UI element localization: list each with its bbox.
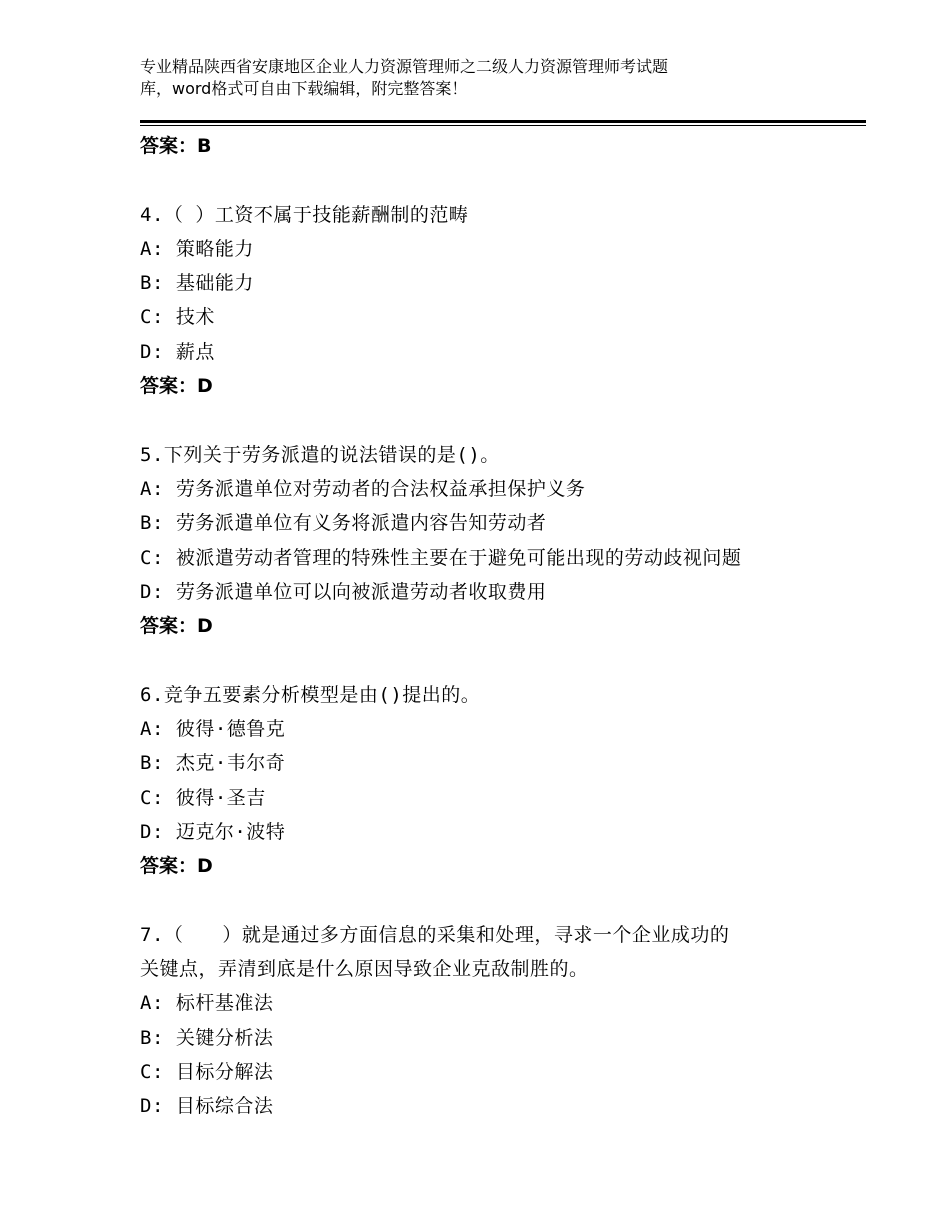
question-block: [140, 198, 840, 404]
option-d: D: 劳务派遣单位可以向被派遣劳动者收取费用: [140, 580, 547, 603]
answer-label: 答案：D: [140, 615, 213, 638]
header-rule-thin: [140, 125, 866, 126]
question-block: [140, 678, 840, 884]
header-rule-thick: [140, 120, 866, 123]
document-header: [140, 56, 840, 100]
question-stem: 6.竞争五要素分析模型是由()提出的。: [140, 683, 481, 706]
answer-label: 答案：D: [140, 855, 213, 878]
option-a: A: 标杆基准法: [140, 992, 274, 1015]
answer-label: 答案：B: [140, 135, 212, 157]
option-d: D: 薪点: [140, 340, 215, 363]
option-c: C: 彼得·圣吉: [140, 786, 266, 809]
question-stem: 4.（ ）工资不属于技能薪酬制的范畴: [140, 203, 469, 226]
option-b: B: 关键分析法: [140, 1026, 274, 1049]
option-a: A: 彼得·德鲁克: [140, 718, 286, 741]
option-c: C: 目标分解法: [140, 1061, 274, 1084]
option-d: D: 目标综合法: [140, 1095, 274, 1118]
header-line-2: 库，word格式可自由下载编辑，附完整答案！: [140, 79, 468, 98]
option-b: B: 基础能力: [140, 272, 254, 295]
option-a: A: 劳务派遣单位对劳动者的合法权益承担保护义务: [140, 477, 586, 500]
option-b: B: 杰克·韦尔奇: [140, 752, 286, 775]
question-stem: 5.下列关于劳务派遣的说法错误的是()。: [140, 443, 500, 466]
question-stem-continued: 关键点，弄清到底是什么原因导致企业克敌制胜的。: [140, 958, 589, 981]
option-c: C: 技术: [140, 306, 215, 329]
question-block: [140, 438, 840, 644]
answer-label: 答案：D: [140, 375, 213, 398]
question-stem: 7.（ ）就是通过多方面信息的采集和处理，寻求一个企业成功的: [140, 923, 730, 946]
option-b: B: 劳务派遣单位有义务将派遣内容告知劳动者: [140, 512, 547, 535]
option-c: C: 被派遣劳动者管理的特殊性主要在于避免可能出现的劳动歧视问题: [140, 546, 742, 569]
option-a: A: 策略能力: [140, 237, 254, 260]
header-line-1: 专业精品陕西省安康地区企业人力资源管理师之二级人力资源管理师考试题: [140, 57, 669, 76]
question-list: [140, 129, 840, 1124]
question-block: [140, 918, 840, 1124]
option-d: D: 迈克尔·波特: [140, 820, 286, 843]
